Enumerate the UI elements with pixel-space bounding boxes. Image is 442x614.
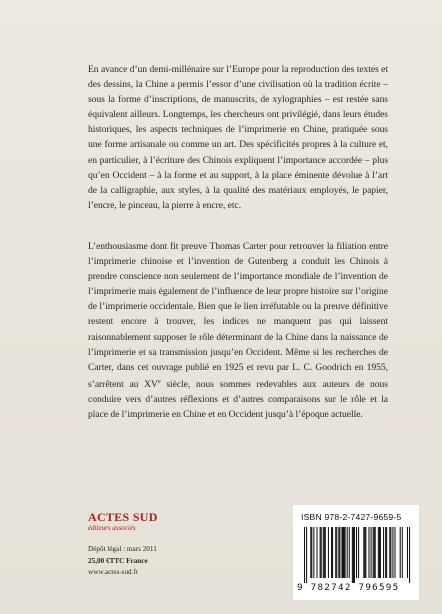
barcode-bar xyxy=(379,527,380,578)
barcode-bar xyxy=(324,527,325,578)
barcode-bar xyxy=(313,527,314,578)
barcode-bar xyxy=(354,527,355,583)
barcode-bar xyxy=(306,527,307,583)
barcode-bar xyxy=(371,527,372,578)
barcode-bar xyxy=(323,527,324,578)
barcode-bar xyxy=(320,527,321,578)
barcode-bar xyxy=(394,527,395,578)
barcode-bar xyxy=(321,527,322,578)
barcode-bar xyxy=(390,527,391,578)
publisher-name: ACTES SUD xyxy=(88,510,158,524)
barcode-bar xyxy=(316,527,317,578)
legal-deposit: Dépôt légal : mars 2011 xyxy=(88,545,157,553)
barcode-bar xyxy=(407,527,408,578)
price: 25,00 €TTC France xyxy=(88,556,148,565)
website: www.actes-sud.fr xyxy=(88,568,139,576)
barcode-bar xyxy=(353,527,354,583)
barcode-bar xyxy=(402,527,403,578)
barcode-bar xyxy=(331,527,332,578)
barcode-bar xyxy=(338,527,339,578)
barcode-bar xyxy=(342,527,343,578)
barcode-bar xyxy=(310,527,311,578)
blurb-paragraph-2: L’enthousiasme dont fit preuve Thomas Carter pour retrouver la filiation entre l’imprimerie chinoise et l’invention de Gutenberg a conduit les Chinois à prendre conscience non seulement de l’importance mondiale de l’invention de l’imprimerie mais également de l’influence de leur propre histoire sur l’origine de l’imprimerie occidentale. Bien que le lien irréfutable ou la preuve définitive restent encore à trouver, les indices ne manquent pas qui laissent raisonnablement supposer le rôle déterminant de la Chine dans la naissance de l’imprimerie et sa transmission jusqu’en Occident. Même si les recherches de Carter, dans cet ouvrage publié en 1925 et revu par L. C. Goodrich en 1955, s’arrêtent au XVe siècle, nous sommes redevables aux auteurs de nous conduire vers d’autres réflexions et d’autres comparaisons sur le rôle et la place de l’imprimerie en Chine et en Occident jusqu’à l’époque actuelle. xyxy=(88,241,388,421)
barcode-digits: 9 782742 796595 xyxy=(297,582,400,593)
barcode-bar xyxy=(336,527,337,578)
barcode-bar xyxy=(378,527,379,578)
barcode-block xyxy=(293,505,419,600)
barcode-bar xyxy=(341,527,342,578)
barcode-bar xyxy=(389,527,390,578)
barcode-bar xyxy=(356,527,357,578)
barcode-bar xyxy=(383,527,384,578)
barcode-bar xyxy=(311,527,312,578)
barcode-bar xyxy=(368,527,369,578)
barcode-bar xyxy=(363,527,364,578)
barcode-bar xyxy=(349,527,350,578)
barcode-bar xyxy=(325,527,326,578)
barcode-bar xyxy=(373,527,374,578)
barcode-bar xyxy=(352,527,353,583)
barcode-bar xyxy=(344,527,345,578)
blurb-paragraph-1: En avance d’un demi-millénaire sur l’Europe pour la reproduction des textes et des dessins, la Chine a permis l’essor d’une civilisation où la tradition écrite – sous la forme d’inscriptions, de manuscrits, de xylographies – est restée sans équivalent ailleurs. Longtemps, les chercheurs ont privilégié, dans leurs études historiques, les aspects techniques de l’imprimerie en Chine, pratiquée sous une forme artisanale ou comme un art. Des spécificités propres à la culture et, en particulier, à l’écriture des Chinois expliquent l’importance accordée – plus qu’en Occident – à la forme et au support, à la place éminente dévolue à l’art de la calligraphie, aux styles, à la qualité des matériaux employés, le papier, l’encre, le pinceau, la pierre à encre, etc. xyxy=(88,64,388,211)
barcode-bar xyxy=(380,527,381,578)
isbn-label: ISBN 978-2-7427-9659-5 xyxy=(301,512,402,522)
barcode-bar xyxy=(304,527,305,583)
barcode-bar xyxy=(375,527,376,578)
barcode-bar xyxy=(364,527,365,578)
barcode-bar xyxy=(328,527,329,578)
barcode-bar xyxy=(339,527,340,578)
barcode-bar xyxy=(347,527,348,578)
barcode-bar xyxy=(332,527,333,578)
publisher-logo xyxy=(88,511,158,533)
barcode-bar xyxy=(409,527,410,583)
legal-info xyxy=(88,544,157,579)
barcode-bar xyxy=(358,527,359,578)
barcode-bar xyxy=(374,527,375,578)
barcode-bar xyxy=(335,527,336,578)
barcode-bar xyxy=(345,527,346,578)
publisher-subtitle: éditeurs associés xyxy=(88,524,136,532)
barcode-bar xyxy=(392,527,393,578)
barcode-bar xyxy=(385,527,386,578)
barcode-bar xyxy=(365,527,366,578)
barcode-icon xyxy=(303,527,411,583)
barcode-bar xyxy=(400,527,401,578)
barcode-bar xyxy=(386,527,387,578)
